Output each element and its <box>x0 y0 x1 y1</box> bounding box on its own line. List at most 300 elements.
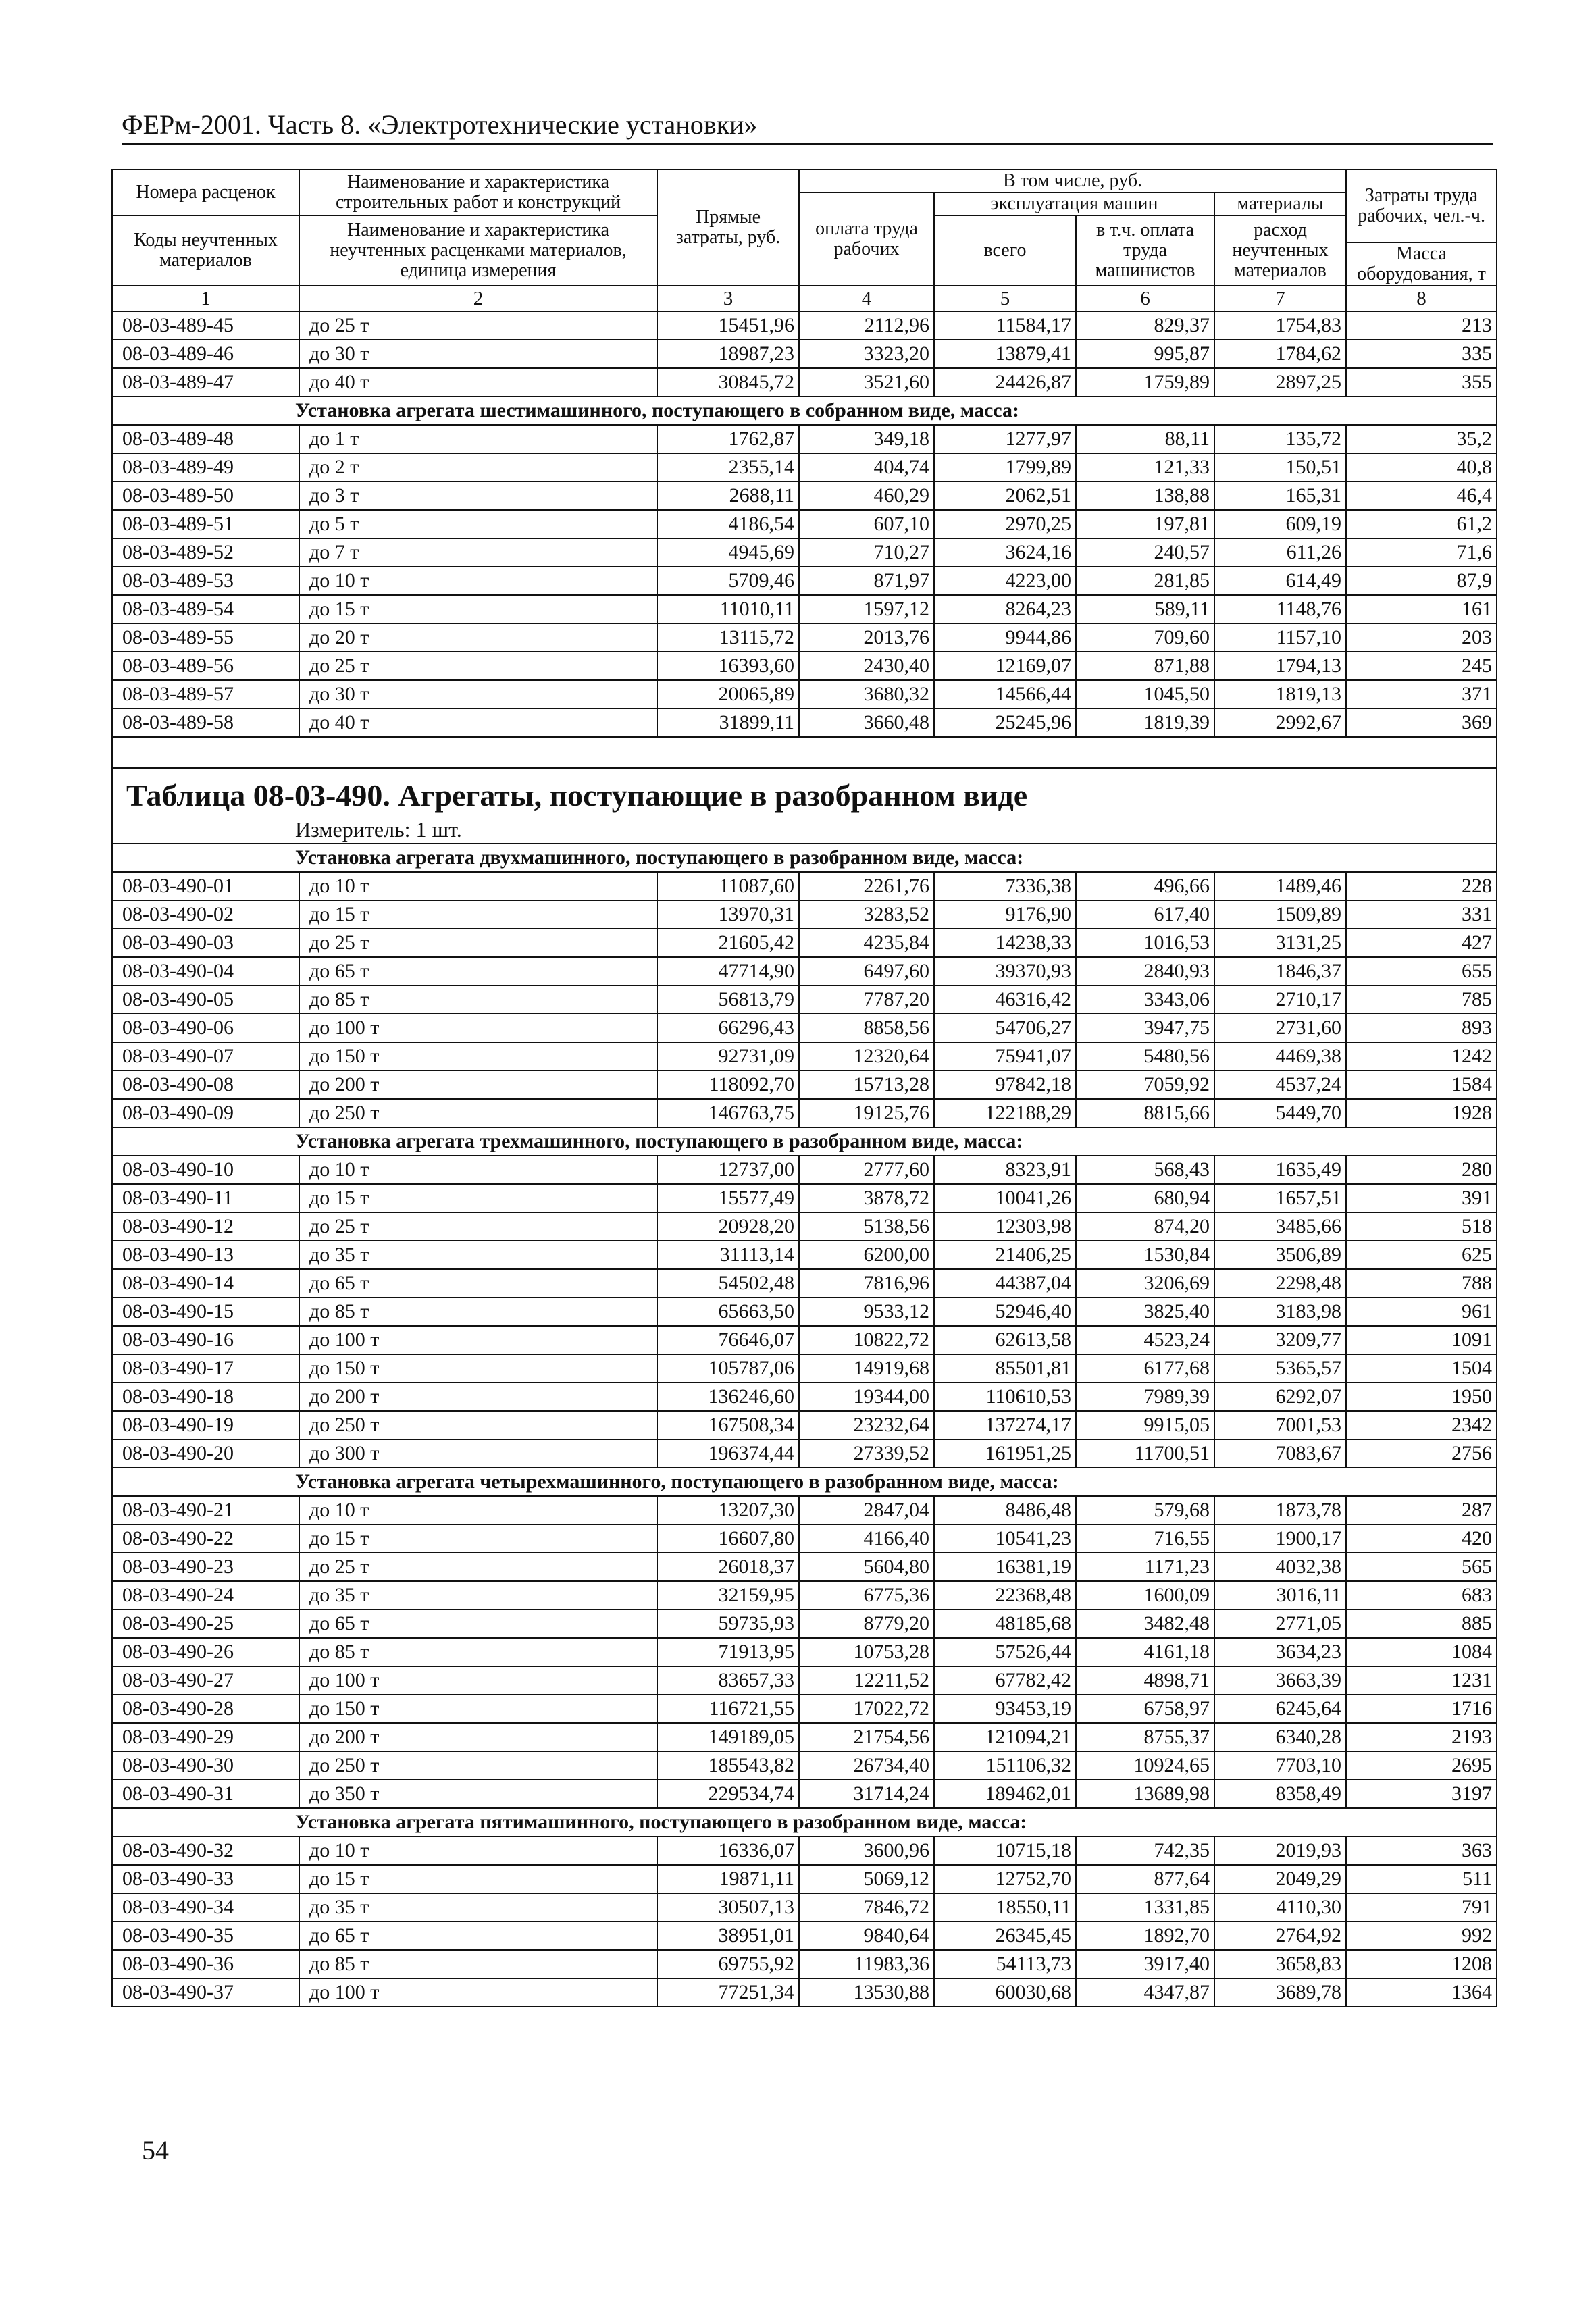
table-header <box>112 170 1497 311</box>
machines-total-cell: 8323,91 <box>934 1156 1076 1184</box>
labor-pay-cell: 11983,36 <box>799 1950 934 1978</box>
mass-range-cell: до 10 т <box>299 1156 657 1184</box>
machines-total-cell: 25245,96 <box>934 709 1076 737</box>
rate-code-cell: 08-03-490-36 <box>112 1950 299 1978</box>
direct-costs-cell: 13970,31 <box>657 900 799 929</box>
machinists-pay-cell: 3917,40 <box>1076 1950 1214 1978</box>
machines-total-cell: 54706,27 <box>934 1014 1076 1042</box>
materials-use-cell: 1157,10 <box>1214 623 1346 652</box>
materials-use-cell: 1794,13 <box>1214 652 1346 680</box>
labor-hours-cell: 1242 <box>1346 1042 1497 1071</box>
rate-code-cell: 08-03-490-10 <box>112 1156 299 1184</box>
machines-total-cell: 151106,32 <box>934 1751 1076 1780</box>
rate-code-cell: 08-03-490-22 <box>112 1524 299 1553</box>
rate-code-cell: 08-03-490-06 <box>112 1014 299 1042</box>
labor-pay-cell: 2777,60 <box>799 1156 934 1184</box>
labor-pay-cell: 9840,64 <box>799 1922 934 1950</box>
machines-total-cell: 14238,33 <box>934 929 1076 957</box>
materials-use-cell: 7083,67 <box>1214 1439 1346 1468</box>
labor-pay-cell: 12320,64 <box>799 1042 934 1071</box>
labor-hours-cell: 992 <box>1346 1922 1497 1950</box>
labor-pay-cell: 5138,56 <box>799 1212 934 1241</box>
materials-use-cell: 135,72 <box>1214 425 1346 453</box>
rate-code-cell: 08-03-490-32 <box>112 1836 299 1865</box>
labor-hours-cell: 1231 <box>1346 1666 1497 1695</box>
materials-use-cell: 8358,49 <box>1214 1780 1346 1808</box>
machinists-pay-cell: 3206,69 <box>1076 1269 1214 1297</box>
machinists-pay-cell: 6177,68 <box>1076 1354 1214 1383</box>
direct-costs-cell: 47714,90 <box>657 957 799 985</box>
table-row <box>112 709 1497 737</box>
col-work-name: Наименование и характеристика строительных работ и конструкций <box>299 170 657 215</box>
column-number: 1 <box>112 286 299 311</box>
labor-hours-cell: 788 <box>1346 1269 1497 1297</box>
machines-total-cell: 14566,44 <box>934 680 1076 709</box>
labor-pay-cell: 27339,52 <box>799 1439 934 1468</box>
spacer-cell <box>112 737 1497 768</box>
labor-pay-cell: 3323,20 <box>799 340 934 368</box>
mass-range-cell: до 250 т <box>299 1751 657 1780</box>
table-row <box>112 368 1497 396</box>
labor-pay-cell: 3680,32 <box>799 680 934 709</box>
materials-use-cell: 3485,66 <box>1214 1212 1346 1241</box>
labor-pay-cell: 9533,12 <box>799 1297 934 1326</box>
materials-use-cell: 4537,24 <box>1214 1071 1346 1099</box>
labor-hours-cell: 369 <box>1346 709 1497 737</box>
col-machines-total: всего <box>934 215 1076 286</box>
rate-code-cell: 08-03-490-12 <box>112 1212 299 1241</box>
rate-code-cell: 08-03-489-57 <box>112 680 299 709</box>
labor-pay-cell: 2430,40 <box>799 652 934 680</box>
machinists-pay-cell: 7989,39 <box>1076 1383 1214 1411</box>
machines-total-cell: 10041,26 <box>934 1184 1076 1212</box>
machines-total-cell: 137274,17 <box>934 1411 1076 1439</box>
labor-hours-cell: 3197 <box>1346 1780 1497 1808</box>
labor-pay-cell: 21754,56 <box>799 1723 934 1751</box>
col-machinists-pay: в т.ч. оплата труда машинистов <box>1076 215 1214 286</box>
materials-use-cell: 609,19 <box>1214 510 1346 538</box>
machines-total-cell: 52946,40 <box>934 1297 1076 1326</box>
group-heading-row <box>112 1468 1497 1496</box>
labor-hours-cell: 2695 <box>1346 1751 1497 1780</box>
rate-code-cell: 08-03-490-19 <box>112 1411 299 1439</box>
machinists-pay-cell: 240,57 <box>1076 538 1214 567</box>
labor-hours-cell: 40,8 <box>1346 453 1497 482</box>
direct-costs-cell: 18987,23 <box>657 340 799 368</box>
mass-range-cell: до 100 т <box>299 1978 657 2007</box>
group-heading-row <box>112 844 1497 872</box>
labor-hours-cell: 625 <box>1346 1241 1497 1269</box>
machinists-pay-cell: 716,55 <box>1076 1524 1214 1553</box>
machinists-pay-cell: 579,68 <box>1076 1496 1214 1524</box>
mass-range-cell: до 20 т <box>299 623 657 652</box>
table-row <box>112 538 1497 567</box>
table-row <box>112 900 1497 929</box>
labor-hours-cell: 363 <box>1346 1836 1497 1865</box>
machinists-pay-cell: 995,87 <box>1076 340 1214 368</box>
direct-costs-cell: 229534,74 <box>657 1780 799 1808</box>
col-including: В том числе, руб. <box>799 170 1346 192</box>
machinists-pay-cell: 8815,66 <box>1076 1099 1214 1127</box>
labor-hours-cell: 420 <box>1346 1524 1497 1553</box>
labor-hours-cell: 518 <box>1346 1212 1497 1241</box>
labor-pay-cell: 10753,28 <box>799 1638 934 1666</box>
machinists-pay-cell: 874,20 <box>1076 1212 1214 1241</box>
table-row <box>112 1666 1497 1695</box>
column-number: 4 <box>799 286 934 311</box>
machines-total-cell: 57526,44 <box>934 1638 1076 1666</box>
machinists-pay-cell: 3343,06 <box>1076 985 1214 1014</box>
machines-total-cell: 26345,45 <box>934 1922 1076 1950</box>
materials-use-cell: 4110,30 <box>1214 1893 1346 1922</box>
rate-code-cell: 08-03-490-05 <box>112 985 299 1014</box>
rate-code-cell: 08-03-490-17 <box>112 1354 299 1383</box>
labor-pay-cell: 2112,96 <box>799 311 934 340</box>
labor-pay-cell: 349,18 <box>799 425 934 453</box>
machines-total-cell: 8264,23 <box>934 595 1076 623</box>
column-number: 3 <box>657 286 799 311</box>
rate-code-cell: 08-03-490-14 <box>112 1269 299 1297</box>
table-row <box>112 1723 1497 1751</box>
mass-range-cell: до 25 т <box>299 652 657 680</box>
mass-range-cell: до 10 т <box>299 567 657 595</box>
machinists-pay-cell: 3482,48 <box>1076 1610 1214 1638</box>
labor-hours-cell: 87,9 <box>1346 567 1497 595</box>
machinists-pay-cell: 1171,23 <box>1076 1553 1214 1581</box>
machines-total-cell: 9944,86 <box>934 623 1076 652</box>
direct-costs-cell: 92731,09 <box>657 1042 799 1071</box>
rate-code-cell: 08-03-490-34 <box>112 1893 299 1922</box>
machinists-pay-cell: 13689,98 <box>1076 1780 1214 1808</box>
mass-range-cell: до 15 т <box>299 1524 657 1553</box>
rate-code-cell: 08-03-489-54 <box>112 595 299 623</box>
direct-costs-cell: 71913,95 <box>657 1638 799 1666</box>
direct-costs-cell: 21605,42 <box>657 929 799 957</box>
labor-hours-cell: 511 <box>1346 1865 1497 1893</box>
table-row <box>112 1156 1497 1184</box>
machines-total-cell: 110610,53 <box>934 1383 1076 1411</box>
labor-hours-cell: 228 <box>1346 872 1497 900</box>
col-direct-costs: Прямые затраты, руб. <box>657 170 799 286</box>
mass-range-cell: до 40 т <box>299 368 657 396</box>
rate-code-cell: 08-03-490-15 <box>112 1297 299 1326</box>
rate-code-cell: 08-03-490-09 <box>112 1099 299 1127</box>
direct-costs-cell: 30507,13 <box>657 1893 799 1922</box>
mass-range-cell: до 10 т <box>299 1496 657 1524</box>
machinists-pay-cell: 1600,09 <box>1076 1581 1214 1610</box>
machinists-pay-cell: 4898,71 <box>1076 1666 1214 1695</box>
table-row <box>112 425 1497 453</box>
running-header: ФЕРм-2001. Часть 8. «Электротехнические установки» <box>122 108 1493 145</box>
machines-total-cell: 122188,29 <box>934 1099 1076 1127</box>
machinists-pay-cell: 1759,89 <box>1076 368 1214 396</box>
machines-total-cell: 2062,51 <box>934 482 1076 510</box>
rate-code-cell: 08-03-490-25 <box>112 1610 299 1638</box>
rate-code-cell: 08-03-490-01 <box>112 872 299 900</box>
labor-hours-cell: 1716 <box>1346 1695 1497 1723</box>
rate-code-cell: 08-03-490-03 <box>112 929 299 957</box>
direct-costs-cell: 54502,48 <box>657 1269 799 1297</box>
labor-pay-cell: 3521,60 <box>799 368 934 396</box>
machines-total-cell: 7336,38 <box>934 872 1076 900</box>
machines-total-cell: 1799,89 <box>934 453 1076 482</box>
table-row <box>112 595 1497 623</box>
machines-total-cell: 18550,11 <box>934 1893 1076 1922</box>
labor-pay-cell: 8779,20 <box>799 1610 934 1638</box>
mass-range-cell: до 200 т <box>299 1723 657 1751</box>
direct-costs-cell: 2688,11 <box>657 482 799 510</box>
rate-code-cell: 08-03-490-37 <box>112 1978 299 2007</box>
table-row <box>112 1950 1497 1978</box>
machines-total-cell: 24426,87 <box>934 368 1076 396</box>
direct-costs-cell: 146763,75 <box>657 1099 799 1127</box>
machines-total-cell: 3624,16 <box>934 538 1076 567</box>
machinists-pay-cell: 4161,18 <box>1076 1638 1214 1666</box>
direct-costs-cell: 12737,00 <box>657 1156 799 1184</box>
labor-hours-cell: 355 <box>1346 368 1497 396</box>
labor-hours-cell: 655 <box>1346 957 1497 985</box>
machinists-pay-cell: 121,33 <box>1076 453 1214 482</box>
labor-pay-cell: 7787,20 <box>799 985 934 1014</box>
labor-hours-cell: 1091 <box>1346 1326 1497 1354</box>
mass-range-cell: до 85 т <box>299 1638 657 1666</box>
mass-range-cell: до 30 т <box>299 340 657 368</box>
labor-hours-cell: 1364 <box>1346 1978 1497 2007</box>
table-row <box>112 1695 1497 1723</box>
labor-hours-cell: 683 <box>1346 1581 1497 1610</box>
mass-range-cell: до 65 т <box>299 1922 657 1950</box>
page-number: 54 <box>142 2135 169 2165</box>
labor-pay-cell: 10822,72 <box>799 1326 934 1354</box>
labor-hours-cell: 245 <box>1346 652 1497 680</box>
mass-range-cell: до 200 т <box>299 1071 657 1099</box>
materials-use-cell: 1509,89 <box>1214 900 1346 929</box>
machinists-pay-cell: 568,43 <box>1076 1156 1214 1184</box>
machines-total-cell: 48185,68 <box>934 1610 1076 1638</box>
materials-use-cell: 1873,78 <box>1214 1496 1346 1524</box>
materials-use-cell: 3658,83 <box>1214 1950 1346 1978</box>
direct-costs-cell: 16607,80 <box>657 1524 799 1553</box>
table-row <box>112 1184 1497 1212</box>
mass-range-cell: до 2 т <box>299 453 657 482</box>
direct-costs-cell: 5709,46 <box>657 567 799 595</box>
table-row <box>112 680 1497 709</box>
table-row <box>112 311 1497 340</box>
direct-costs-cell: 32159,95 <box>657 1581 799 1610</box>
materials-use-cell: 3634,23 <box>1214 1638 1346 1666</box>
direct-costs-cell: 2355,14 <box>657 453 799 482</box>
group-heading: Установка агрегата шестимашинного, поступающего в собранном виде, масса: <box>112 396 1497 425</box>
table-row <box>112 482 1497 510</box>
rate-code-cell: 08-03-489-45 <box>112 311 299 340</box>
table-row <box>112 1524 1497 1553</box>
labor-hours-cell: 893 <box>1346 1014 1497 1042</box>
materials-use-cell: 3016,11 <box>1214 1581 1346 1610</box>
table-row <box>112 1610 1497 1638</box>
materials-use-cell: 4032,38 <box>1214 1553 1346 1581</box>
table-row <box>112 985 1497 1014</box>
table-row <box>112 1297 1497 1326</box>
mass-range-cell: до 15 т <box>299 900 657 929</box>
machines-total-cell: 13879,41 <box>934 340 1076 368</box>
direct-costs-cell: 4945,69 <box>657 538 799 567</box>
materials-use-cell: 5449,70 <box>1214 1099 1346 1127</box>
materials-use-cell: 3209,77 <box>1214 1326 1346 1354</box>
direct-costs-cell: 136246,60 <box>657 1383 799 1411</box>
direct-costs-cell: 19871,11 <box>657 1865 799 1893</box>
mass-range-cell: до 7 т <box>299 538 657 567</box>
machinists-pay-cell: 4347,87 <box>1076 1978 1214 2007</box>
materials-use-cell: 6340,28 <box>1214 1723 1346 1751</box>
machinists-pay-cell: 617,40 <box>1076 900 1214 929</box>
machinists-pay-cell: 1016,53 <box>1076 929 1214 957</box>
mass-range-cell: до 200 т <box>299 1383 657 1411</box>
mass-range-cell: до 10 т <box>299 1836 657 1865</box>
mass-range-cell: до 25 т <box>299 311 657 340</box>
table-title-row <box>112 768 1497 816</box>
mass-range-cell: до 10 т <box>299 872 657 900</box>
column-number: 7 <box>1214 286 1346 311</box>
mass-range-cell: до 15 т <box>299 595 657 623</box>
materials-use-cell: 1900,17 <box>1214 1524 1346 1553</box>
labor-pay-cell: 15713,28 <box>799 1071 934 1099</box>
materials-use-cell: 4469,38 <box>1214 1042 1346 1071</box>
labor-hours-cell: 213 <box>1346 311 1497 340</box>
direct-costs-cell: 15451,96 <box>657 311 799 340</box>
table-row <box>112 623 1497 652</box>
table-row <box>112 1383 1497 1411</box>
col-materials: материалы <box>1214 192 1346 215</box>
materials-use-cell: 611,26 <box>1214 538 1346 567</box>
table-row <box>112 1922 1497 1950</box>
column-number: 5 <box>934 286 1076 311</box>
machinists-pay-cell: 1331,85 <box>1076 1893 1214 1922</box>
table-row <box>112 1354 1497 1383</box>
group-heading-row <box>112 1127 1497 1156</box>
machinists-pay-cell: 1892,70 <box>1076 1922 1214 1950</box>
mass-range-cell: до 100 т <box>299 1666 657 1695</box>
labor-pay-cell: 1597,12 <box>799 595 934 623</box>
machinists-pay-cell: 138,88 <box>1076 482 1214 510</box>
mass-range-cell: до 65 т <box>299 957 657 985</box>
rate-code-cell: 08-03-490-16 <box>112 1326 299 1354</box>
labor-hours-cell: 961 <box>1346 1297 1497 1326</box>
labor-pay-cell: 3600,96 <box>799 1836 934 1865</box>
labor-hours-cell: 565 <box>1346 1553 1497 1581</box>
rate-code-cell: 08-03-490-24 <box>112 1581 299 1610</box>
rate-code-cell: 08-03-490-20 <box>112 1439 299 1468</box>
labor-hours-cell: 287 <box>1346 1496 1497 1524</box>
materials-use-cell: 2764,92 <box>1214 1922 1346 1950</box>
column-number: 6 <box>1076 286 1214 311</box>
machinists-pay-cell: 2840,93 <box>1076 957 1214 985</box>
labor-hours-cell: 280 <box>1346 1156 1497 1184</box>
machines-total-cell: 75941,07 <box>934 1042 1076 1071</box>
materials-use-cell: 3506,89 <box>1214 1241 1346 1269</box>
rate-code-cell: 08-03-489-48 <box>112 425 299 453</box>
machines-total-cell: 1277,97 <box>934 425 1076 453</box>
machines-total-cell: 8486,48 <box>934 1496 1076 1524</box>
direct-costs-cell: 167508,34 <box>657 1411 799 1439</box>
spacer-row <box>112 737 1497 768</box>
machines-total-cell: 46316,42 <box>934 985 1076 1014</box>
direct-costs-cell: 76646,07 <box>657 1326 799 1354</box>
labor-pay-cell: 3660,48 <box>799 709 934 737</box>
labor-pay-cell: 5604,80 <box>799 1553 934 1581</box>
rate-code-cell: 08-03-490-31 <box>112 1780 299 1808</box>
direct-costs-cell: 20928,20 <box>657 1212 799 1241</box>
materials-use-cell: 2897,25 <box>1214 368 1346 396</box>
labor-pay-cell: 4235,84 <box>799 929 934 957</box>
direct-costs-cell: 26018,37 <box>657 1553 799 1581</box>
mass-range-cell: до 15 т <box>299 1865 657 1893</box>
column-number: 2 <box>299 286 657 311</box>
direct-costs-cell: 105787,06 <box>657 1354 799 1383</box>
materials-use-cell: 1784,62 <box>1214 340 1346 368</box>
machinists-pay-cell: 88,11 <box>1076 425 1214 453</box>
rate-code-cell: 08-03-490-28 <box>112 1695 299 1723</box>
direct-costs-cell: 77251,34 <box>657 1978 799 2007</box>
machinists-pay-cell: 496,66 <box>1076 872 1214 900</box>
machines-total-cell: 97842,18 <box>934 1071 1076 1099</box>
group-heading-row <box>112 1808 1497 1836</box>
mass-range-cell: до 85 т <box>299 985 657 1014</box>
mass-range-cell: до 350 т <box>299 1780 657 1808</box>
group-heading-row <box>112 396 1497 425</box>
table-row <box>112 1099 1497 1127</box>
col-labor-pay: оплата труда рабочих <box>799 192 934 286</box>
column-numbers-row <box>112 286 1497 311</box>
machines-total-cell: 11584,17 <box>934 311 1076 340</box>
machines-total-cell: 21406,25 <box>934 1241 1076 1269</box>
machinists-pay-cell: 709,60 <box>1076 623 1214 652</box>
labor-pay-cell: 13530,88 <box>799 1978 934 2007</box>
col-labor-costs: Затраты труда рабочих, чел.-ч. <box>1346 170 1497 242</box>
direct-costs-cell: 11010,11 <box>657 595 799 623</box>
direct-costs-cell: 83657,33 <box>657 1666 799 1695</box>
direct-costs-cell: 13207,30 <box>657 1496 799 1524</box>
materials-use-cell: 2019,93 <box>1214 1836 1346 1865</box>
labor-pay-cell: 19125,76 <box>799 1099 934 1127</box>
direct-costs-cell: 16336,07 <box>657 1836 799 1865</box>
labor-pay-cell: 2847,04 <box>799 1496 934 1524</box>
direct-costs-cell: 118092,70 <box>657 1071 799 1099</box>
materials-use-cell: 6245,64 <box>1214 1695 1346 1723</box>
table-row <box>112 453 1497 482</box>
labor-hours-cell: 1208 <box>1346 1950 1497 1978</box>
machines-total-cell: 44387,04 <box>934 1269 1076 1297</box>
machines-total-cell: 67782,42 <box>934 1666 1076 1695</box>
materials-use-cell: 5365,57 <box>1214 1354 1346 1383</box>
materials-use-cell: 2992,67 <box>1214 709 1346 737</box>
mass-range-cell: до 15 т <box>299 1184 657 1212</box>
labor-pay-cell: 871,97 <box>799 567 934 595</box>
direct-costs-cell: 116721,55 <box>657 1695 799 1723</box>
materials-use-cell: 1819,13 <box>1214 680 1346 709</box>
labor-pay-cell: 12211,52 <box>799 1666 934 1695</box>
mass-range-cell: до 25 т <box>299 1553 657 1581</box>
labor-pay-cell: 17022,72 <box>799 1695 934 1723</box>
col-material-codes: Коды неучтенных материалов <box>112 215 299 286</box>
machinists-pay-cell: 8755,37 <box>1076 1723 1214 1751</box>
direct-costs-cell: 30845,72 <box>657 368 799 396</box>
machines-total-cell: 10541,23 <box>934 1524 1076 1553</box>
table-row <box>112 1553 1497 1581</box>
table-row <box>112 1865 1497 1893</box>
labor-pay-cell: 3878,72 <box>799 1184 934 1212</box>
direct-costs-cell: 16393,60 <box>657 652 799 680</box>
mass-range-cell: до 35 т <box>299 1241 657 1269</box>
